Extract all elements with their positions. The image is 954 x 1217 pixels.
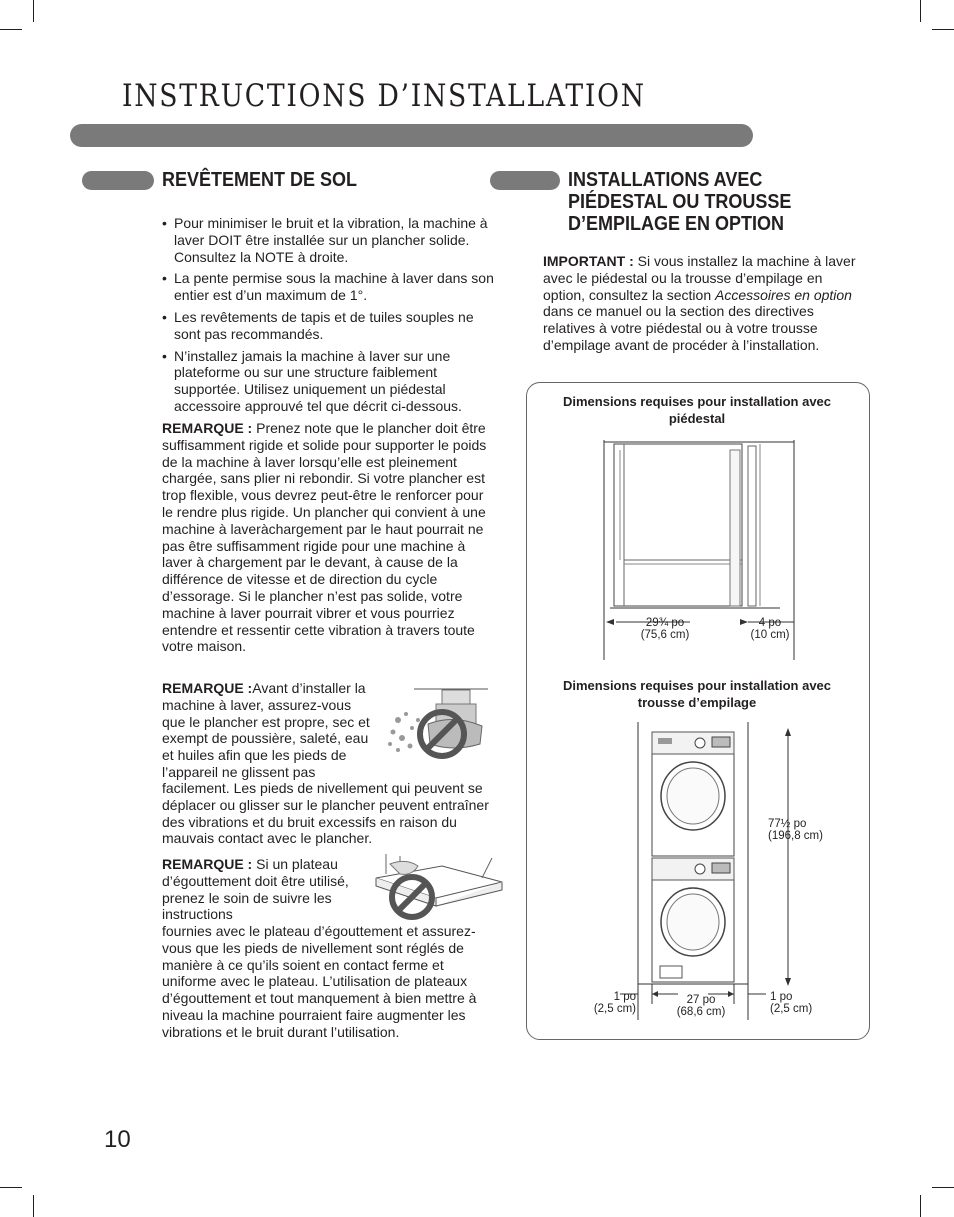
- important-text: dans ce manuel ou la section des directives relatives à votre piédestal ou à votre trousse d’empilage avant de procéder à l’installation.: [543, 303, 820, 353]
- dim-value: 27 po: [686, 994, 716, 1006]
- dim-stack-left-gap: [580, 991, 636, 1015]
- dim-value: 1 po: [770, 991, 793, 1003]
- dim-stack-height: [768, 818, 838, 842]
- list-item: • Les revêtements de tapis et de tuiles souples ne sont pas recommandés.: [162, 309, 497, 343]
- dim-value-metric: (10 cm): [750, 629, 790, 641]
- section-heading-floor: REVÊTEMENT DE SOL: [162, 169, 358, 191]
- floor-bullets: [162, 215, 497, 420]
- crop-mark: [0, 29, 22, 30]
- note-text: Prenez note que le plancher doit être suffisamment rigide et solide pour supporter le poids de la machine à laver lorsqu’elle est pleinement chargée, sans plier ni rebondir. Si votre plancher est trop flexible, vous devrez peut-être le renforcer pour le rendre plus rigide. Un plancher qui convient à une machine à laveràchargement par le haut pourrait ne pas être suffisamment rigide pour une machine à laver à chargement par le devant, à cause de la différence de vitesse et de direction du cycle d’essorage. Si le plancher n’est pas solide, votre machine à laver pourrait vibrer et vous pourriez entendre et ressentir cette vibration à travers toute votre maison.: [162, 420, 487, 655]
- dim-stack-right-gap: [770, 991, 826, 1015]
- title-bar: [70, 124, 753, 147]
- dim-value-metric: (68,6 cm): [676, 1006, 726, 1018]
- note-label: REMARQUE :: [162, 680, 253, 696]
- note-label: REMARQUE :: [162, 420, 253, 436]
- list-item: • Pour minimiser le bruit et la vibration, la machine à laver DOIT être installée sur un plancher solide. Consultez la NOTE à droite.: [162, 215, 497, 265]
- crop-mark: [0, 1187, 22, 1188]
- note-drip-tray-b: fournies avec le plateau d’égouttement et assurez-vous que les pieds de nivellement sont réglés de manière à ce qu’ils soient en contact ferme et uniforme avec le plateau. L’utilisation de plateaux d’égouttement et tout manquement à bien mettre à niveau la machine pourraient faire augmenter les vibrations et le bruit durant l’utilisation.: [162, 923, 477, 1040]
- note-rigid-floor: [162, 420, 492, 655]
- dim-pedestal-width: [630, 617, 700, 641]
- dim-value: 1 po: [613, 991, 636, 1003]
- important-label: IMPORTANT :: [543, 253, 634, 269]
- crop-mark: [932, 29, 954, 30]
- section-heading-pedestal: INSTALLATIONS AVEC PIÉDESTAL OU TROUSSE D’EMPILAGE EN OPTION: [568, 169, 792, 235]
- crop-mark: [920, 1195, 921, 1217]
- important-italic: Accessoires en option: [715, 286, 852, 303]
- note-clean-floor-a: [162, 680, 374, 781]
- section-pill: [490, 171, 560, 190]
- crop-mark: [33, 1195, 34, 1217]
- important-text: Si vous installez la machine à laver avec le piédestal ou la trousse d’empilage en option, consultez la section: [543, 253, 856, 303]
- crop-mark: [33, 0, 34, 22]
- note-label: REMARQUE :: [162, 856, 253, 872]
- dim-value-metric: (2,5 cm): [593, 1003, 636, 1015]
- dim-pedestal-clearance: [744, 617, 796, 641]
- note-text: Si un plateau d’égouttement doit être utilisé, prenez le soin de suivre les instructions: [162, 856, 349, 923]
- caption-pedestal: Dimensions requises pour installation avec piédestal: [562, 394, 832, 426]
- note-clean-floor-b: facilement. Les pieds de nivellement qui peuvent se déplacer ou glisser sur le plancher peuvent entraîner des vibrations et du bruit excessifs en raison du mauvais contact avec le plancher.: [162, 780, 489, 847]
- no-dirty-floor-illustration: [384, 686, 504, 774]
- dim-value-metric: (2,5 cm): [770, 1003, 813, 1015]
- dim-value: 4 po: [758, 617, 782, 629]
- dim-value: 29¾ po: [645, 617, 685, 629]
- dim-value-metric: (75,6 cm): [640, 629, 690, 641]
- list-item: • La pente permise sous la machine à laver dans son entier est d’un maximum de 1°.: [162, 270, 497, 304]
- crop-mark: [932, 1187, 954, 1188]
- dim-value: 77½ po: [768, 818, 807, 830]
- list-item: • N’installez jamais la machine à laver sur une plateforme ou sur une structure faiblement supportée. Utilisez uniquement un piédestal accessoire approuvé tel que décrit ci-dessous.: [162, 348, 497, 415]
- section-pill: [82, 171, 154, 190]
- note-drip-tray-a: [162, 856, 352, 923]
- page-title: INSTRUCTIONS D’INSTALLATION: [122, 78, 646, 114]
- dim-stack-width: [668, 994, 734, 1018]
- no-drip-tray-illustration: [372, 854, 506, 924]
- dim-value-metric: (196,8 cm): [768, 830, 823, 842]
- page-number: 10: [104, 1126, 131, 1153]
- important-note: [543, 253, 866, 354]
- stacked-washer-dryer-drawing: [636, 722, 796, 1020]
- note-text: Avant d’installer la machine à laver, assurez-vous que le plancher est propre, sec et exempt de poussière, saleté, eau et huiles afin que les pieds de l’appareil ne glissent pas: [162, 680, 370, 780]
- crop-mark: [920, 0, 921, 22]
- caption-stacking: Dimensions requises pour installation avec trousse d’empilage: [562, 678, 832, 710]
